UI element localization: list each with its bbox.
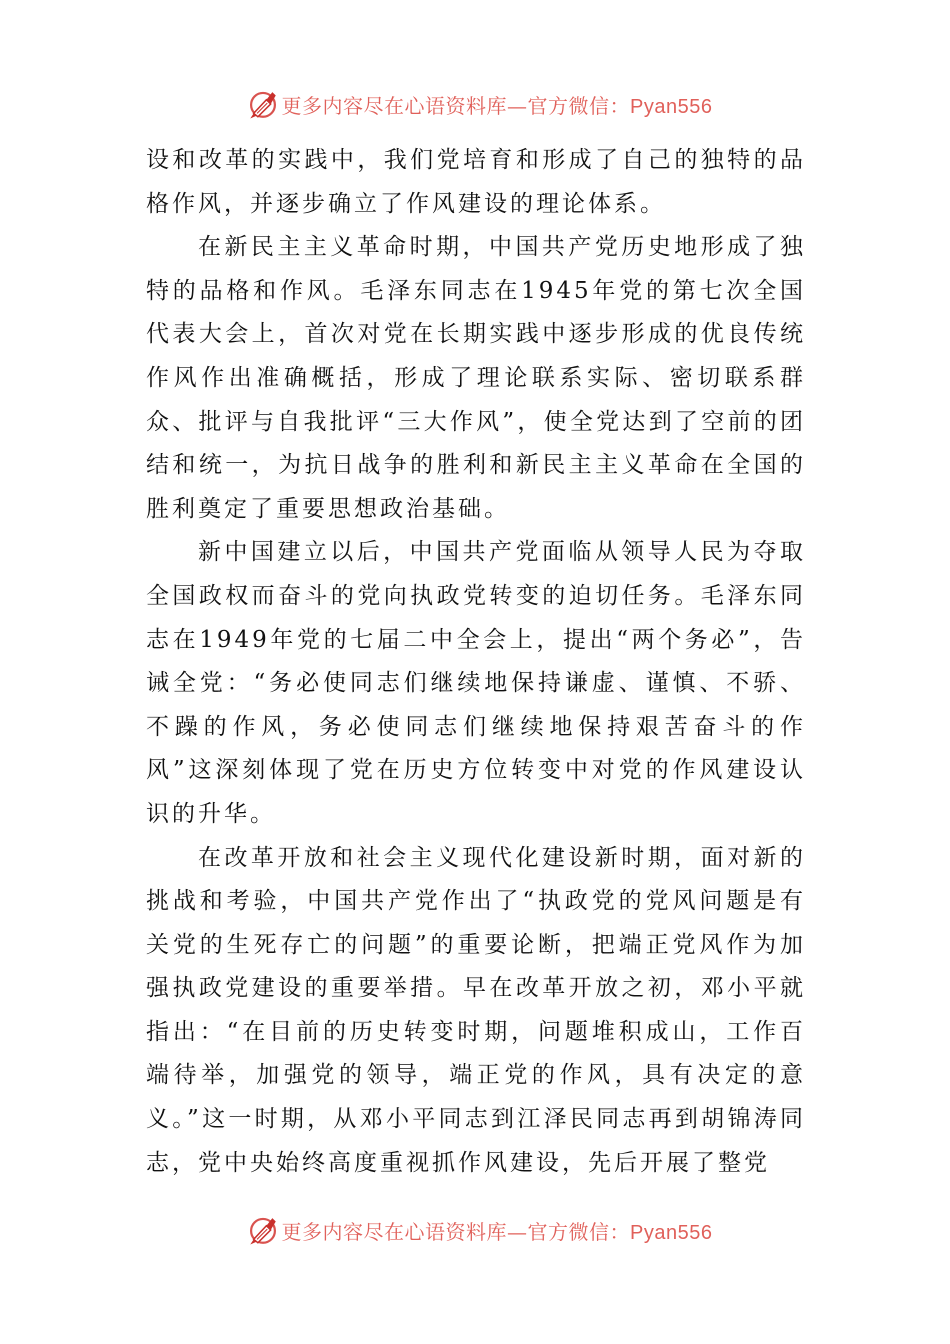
footer-banner-text [282, 1216, 713, 1245]
footer-banner [0, 1210, 950, 1250]
header-banner [0, 84, 950, 124]
header-banner-wechat-id: Pyan556 [630, 95, 713, 118]
document-body [146, 139, 806, 1185]
paragraph-4: 在改革开放和社会主义现代化建设新时期，面对新的挑战和考验，中国共产党作出了“执政党的党风问题是有关党的生死存亡的问题”的重要论断，把端正党风作为加强执政党建设的重要举措。早在改革开放之初，邓小平就指出：“在目前的历史转变时期，问题堆积成山，工作百端待举，加强党的领导，端正党的作风，具有决定的意义。”这一时期，从邓小平同志到江泽民同志再到胡锦涛同志，党中央始终高度重视抓作风建设，先后开展了整党 [146, 844, 806, 1176]
paragraph-2: 在新民主主义革命时期，中国共产党历史地形成了独特的品格和作风。毛泽东同志在1945年党的第七次全国代表大会上，首次对党在长期实践中逐步形成的优良传统作风作出准确概括，形成了理论联系实际、密切联系群众、批评与自我批评“三大作风”，使全党达到了空前的团结和统一，为抗日战争的胜利和新民主主义革命在全国的胜利奠定了重要思想政治基础。 [146, 234, 806, 522]
pen-nib-logo-icon [246, 87, 280, 121]
paragraph-3: 新中国建立以后，中国共产党面临从领导人民为夺取全国政权而奋斗的党向执政党转变的迫切任务。毛泽东同志在1949年党的七届二中全会上，提出“两个务必”，告诫全党：“务必使同志们继续地保持谦虚、谨慎、不骄、不躁的作风，务必使同志们继续地保持艰苦奋斗的作风”这深刻体现了党在历史方位转变中对党的作风建设认识的升华。 [146, 539, 806, 827]
footer-banner-inner [246, 1213, 713, 1247]
footer-banner-wechat-id: Pyan556 [630, 1221, 713, 1244]
paragraph-1: 设和改革的实践中，我们党培育和形成了自己的独特的品格作风，并逐步确立了作风建设的理论体系。 [146, 147, 806, 217]
pen-nib-logo-icon [246, 1213, 280, 1247]
header-banner-text [282, 90, 713, 119]
header-banner-inner [246, 87, 713, 121]
footer-banner-text-cn: 更多内容尽在心语资料库—官方微信： [281, 1219, 631, 1244]
header-banner-text-cn: 更多内容尽在心语资料库—官方微信： [281, 93, 631, 118]
